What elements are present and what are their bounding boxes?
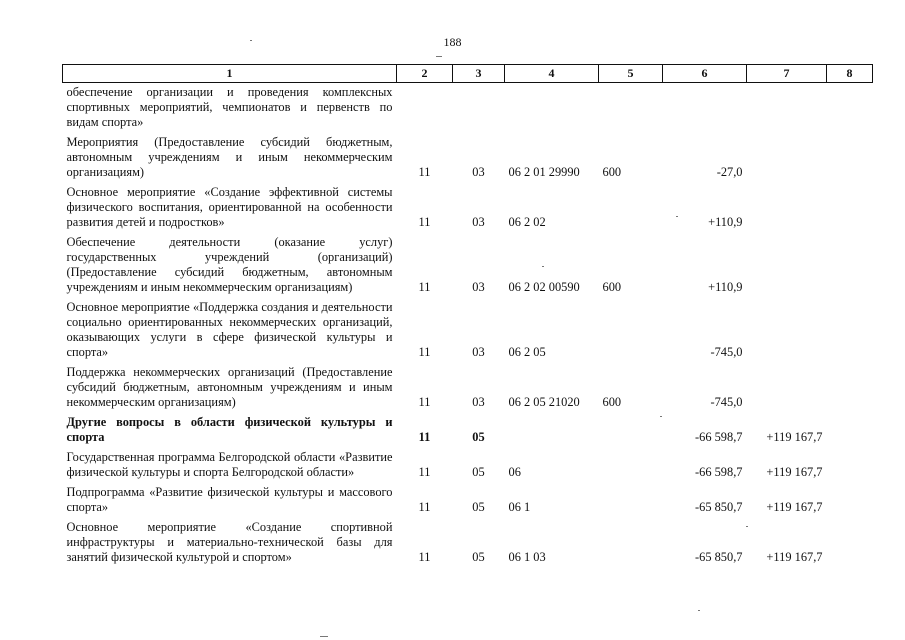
row-cell-col-5: [599, 518, 663, 568]
row-cell-col-4: 06 1: [508, 500, 531, 514]
row-cell-col-6: -27,0: [716, 165, 743, 179]
scan-speck: [542, 266, 544, 267]
row-cell-col-2: 11: [418, 395, 431, 409]
row-cell-col-7: [747, 363, 827, 413]
row-cell-col-7: +119 167,7: [766, 500, 823, 514]
row-cell-col-4: [505, 413, 599, 448]
row-cell-col-6: -65 850,7: [695, 550, 743, 564]
row-cell-col-5: [599, 483, 663, 518]
row-cell-col-7: +119 167,7: [766, 465, 823, 479]
row-cell-col-8: [827, 483, 873, 518]
row-cell-col-4: 06 2 05: [508, 345, 546, 359]
row-name-cell: Подпрограмма «Развитие физической культуры и массового спорта»: [66, 485, 393, 514]
row-cell-col-3: 03: [472, 280, 485, 294]
table-row: [63, 183, 873, 233]
table-row: [63, 298, 873, 363]
row-cell-col-6: [663, 83, 747, 134]
scan-speck: [250, 40, 252, 41]
row-cell-col-3: 03: [472, 395, 485, 409]
table-row: [63, 233, 873, 298]
row-cell-col-8: [827, 448, 873, 483]
row-cell-col-8: [827, 233, 873, 298]
row-cell-col-8: [827, 298, 873, 363]
row-cell-col-8: [827, 518, 873, 568]
row-name-cell: Основное мероприятие «Создание эффективной системы физического воспитания, ориентированной на особенности развития детей и подростков»: [66, 185, 393, 229]
table-row: [63, 413, 873, 448]
table-row: [63, 133, 873, 183]
row-cell-col-2: [397, 83, 453, 134]
row-cell-col-8: [827, 413, 873, 448]
row-cell-col-8: [827, 183, 873, 233]
row-cell-col-3: 03: [472, 165, 485, 179]
row-cell-col-3: 05: [472, 465, 485, 479]
row-cell-col-4: 06 2 02 00590: [508, 280, 580, 294]
row-cell-col-5: [599, 298, 663, 363]
row-cell-col-7: +119 167,7: [766, 430, 823, 444]
scan-speck: [676, 216, 678, 217]
table-body: [63, 83, 873, 569]
budget-table: [62, 64, 873, 568]
row-name-cell: Мероприятия (Предоставление субсидий бюджетным, автономным учреждениям и иным некоммерческим организациям): [66, 135, 393, 179]
row-cell-col-7: +119 167,7: [766, 550, 823, 564]
scan-speck: [660, 416, 662, 417]
row-cell-col-2: 11: [418, 465, 431, 479]
row-cell-col-2: 11: [418, 165, 431, 179]
header-col-8: 8: [827, 65, 873, 83]
row-cell-col-5: [599, 448, 663, 483]
row-cell-col-5: [599, 183, 663, 233]
row-name-cell: Поддержка некоммерческих организаций (Предоставление субсидий бюджетным, автономным учреждениям и иным некоммерческим организациям): [66, 365, 393, 409]
header-col-7: 7: [747, 65, 827, 83]
row-name-cell: Обеспечение деятельности (оказание услуг) государственных учреждений (организаций) (Предоставление субсидий бюджетным, автономным учреждениям и иным некоммерческим организациям): [66, 235, 393, 294]
row-cell-col-6: -65 850,7: [695, 500, 743, 514]
row-cell-col-3: 05: [472, 550, 485, 564]
row-cell-col-4: [505, 83, 599, 134]
header-col-6: 6: [663, 65, 747, 83]
table-row: [63, 83, 873, 134]
row-cell-col-5: 600: [602, 395, 622, 409]
row-cell-col-3: 03: [472, 345, 485, 359]
header-row: [63, 65, 873, 83]
row-cell-col-2: 11: [418, 280, 431, 294]
table-row: [63, 483, 873, 518]
scan-speck: [320, 636, 328, 637]
row-cell-col-6: -745,0: [710, 395, 743, 409]
row-cell-col-2: 11: [418, 215, 431, 229]
page-number: 188: [443, 35, 462, 49]
row-name-cell: Основное мероприятие «Поддержка создания и деятельности социально ориентированных некоммерческих организаций, оказывающих услуги в сфере физической культуры и спорта»: [66, 300, 393, 359]
row-name-cell: Основное мероприятие «Создание спортивной инфраструктуры и материально-технической базы для занятий физической культурой и спортом»: [66, 520, 393, 564]
row-cell-col-6: -66 598,7: [695, 430, 743, 444]
row-cell-col-8: [827, 133, 873, 183]
scan-speck: [698, 610, 700, 611]
row-cell-col-5: 600: [602, 165, 622, 179]
scan-speck: [746, 526, 748, 527]
row-cell-col-4: 06 2 05 21020: [508, 395, 580, 409]
row-name-cell: Другие вопросы в области физической культуры и спорта: [66, 415, 393, 444]
row-cell-col-8: [827, 363, 873, 413]
row-cell-col-5: [599, 83, 663, 134]
row-cell-col-2: 11: [418, 550, 431, 564]
row-name-cell: обеспечение организации и проведения комплексных спортивных мероприятий, чемпионатов и первенств по видам спорта»: [66, 85, 393, 129]
row-cell-col-6: +110,9: [708, 280, 743, 294]
row-cell-col-7: [747, 233, 827, 298]
row-cell-col-7: [747, 298, 827, 363]
table-row: [63, 363, 873, 413]
header-col-2: 2: [397, 65, 453, 83]
row-cell-col-5: [599, 413, 663, 448]
row-cell-col-4: 06 2 01 29990: [508, 165, 580, 179]
row-cell-col-7: [747, 83, 827, 134]
row-cell-col-5: 600: [602, 280, 622, 294]
row-cell-col-2: 11: [418, 500, 431, 514]
row-cell-col-8: [827, 83, 873, 134]
row-name-cell: Государственная программа Белгородской области «Развитие физической культуры и спорта Белгородской области»: [66, 450, 393, 479]
row-cell-col-6: -66 598,7: [695, 465, 743, 479]
row-cell-col-7: [747, 133, 827, 183]
row-cell-col-7: [747, 183, 827, 233]
row-cell-col-2: 11: [418, 345, 431, 359]
row-cell-col-3: 03: [472, 215, 485, 229]
row-cell-col-3: 05: [472, 500, 485, 514]
row-cell-col-4: 06 2 02: [508, 215, 546, 229]
table-row: [63, 518, 873, 568]
row-cell-col-3: [453, 83, 505, 134]
row-cell-col-6: -745,0: [710, 345, 743, 359]
row-cell-col-6: +110,9: [708, 215, 743, 229]
header-col-3: 3: [453, 65, 505, 83]
header-col-5: 5: [599, 65, 663, 83]
row-cell-col-4: 06: [508, 465, 521, 479]
scan-speck: [436, 56, 442, 57]
row-cell-col-3: 05: [472, 430, 485, 444]
table-row: [63, 448, 873, 483]
header-col-1: 1: [63, 65, 397, 83]
row-cell-col-2: 11: [418, 430, 431, 444]
header-col-4: 4: [505, 65, 599, 83]
row-cell-col-4: 06 1 03: [508, 550, 546, 564]
